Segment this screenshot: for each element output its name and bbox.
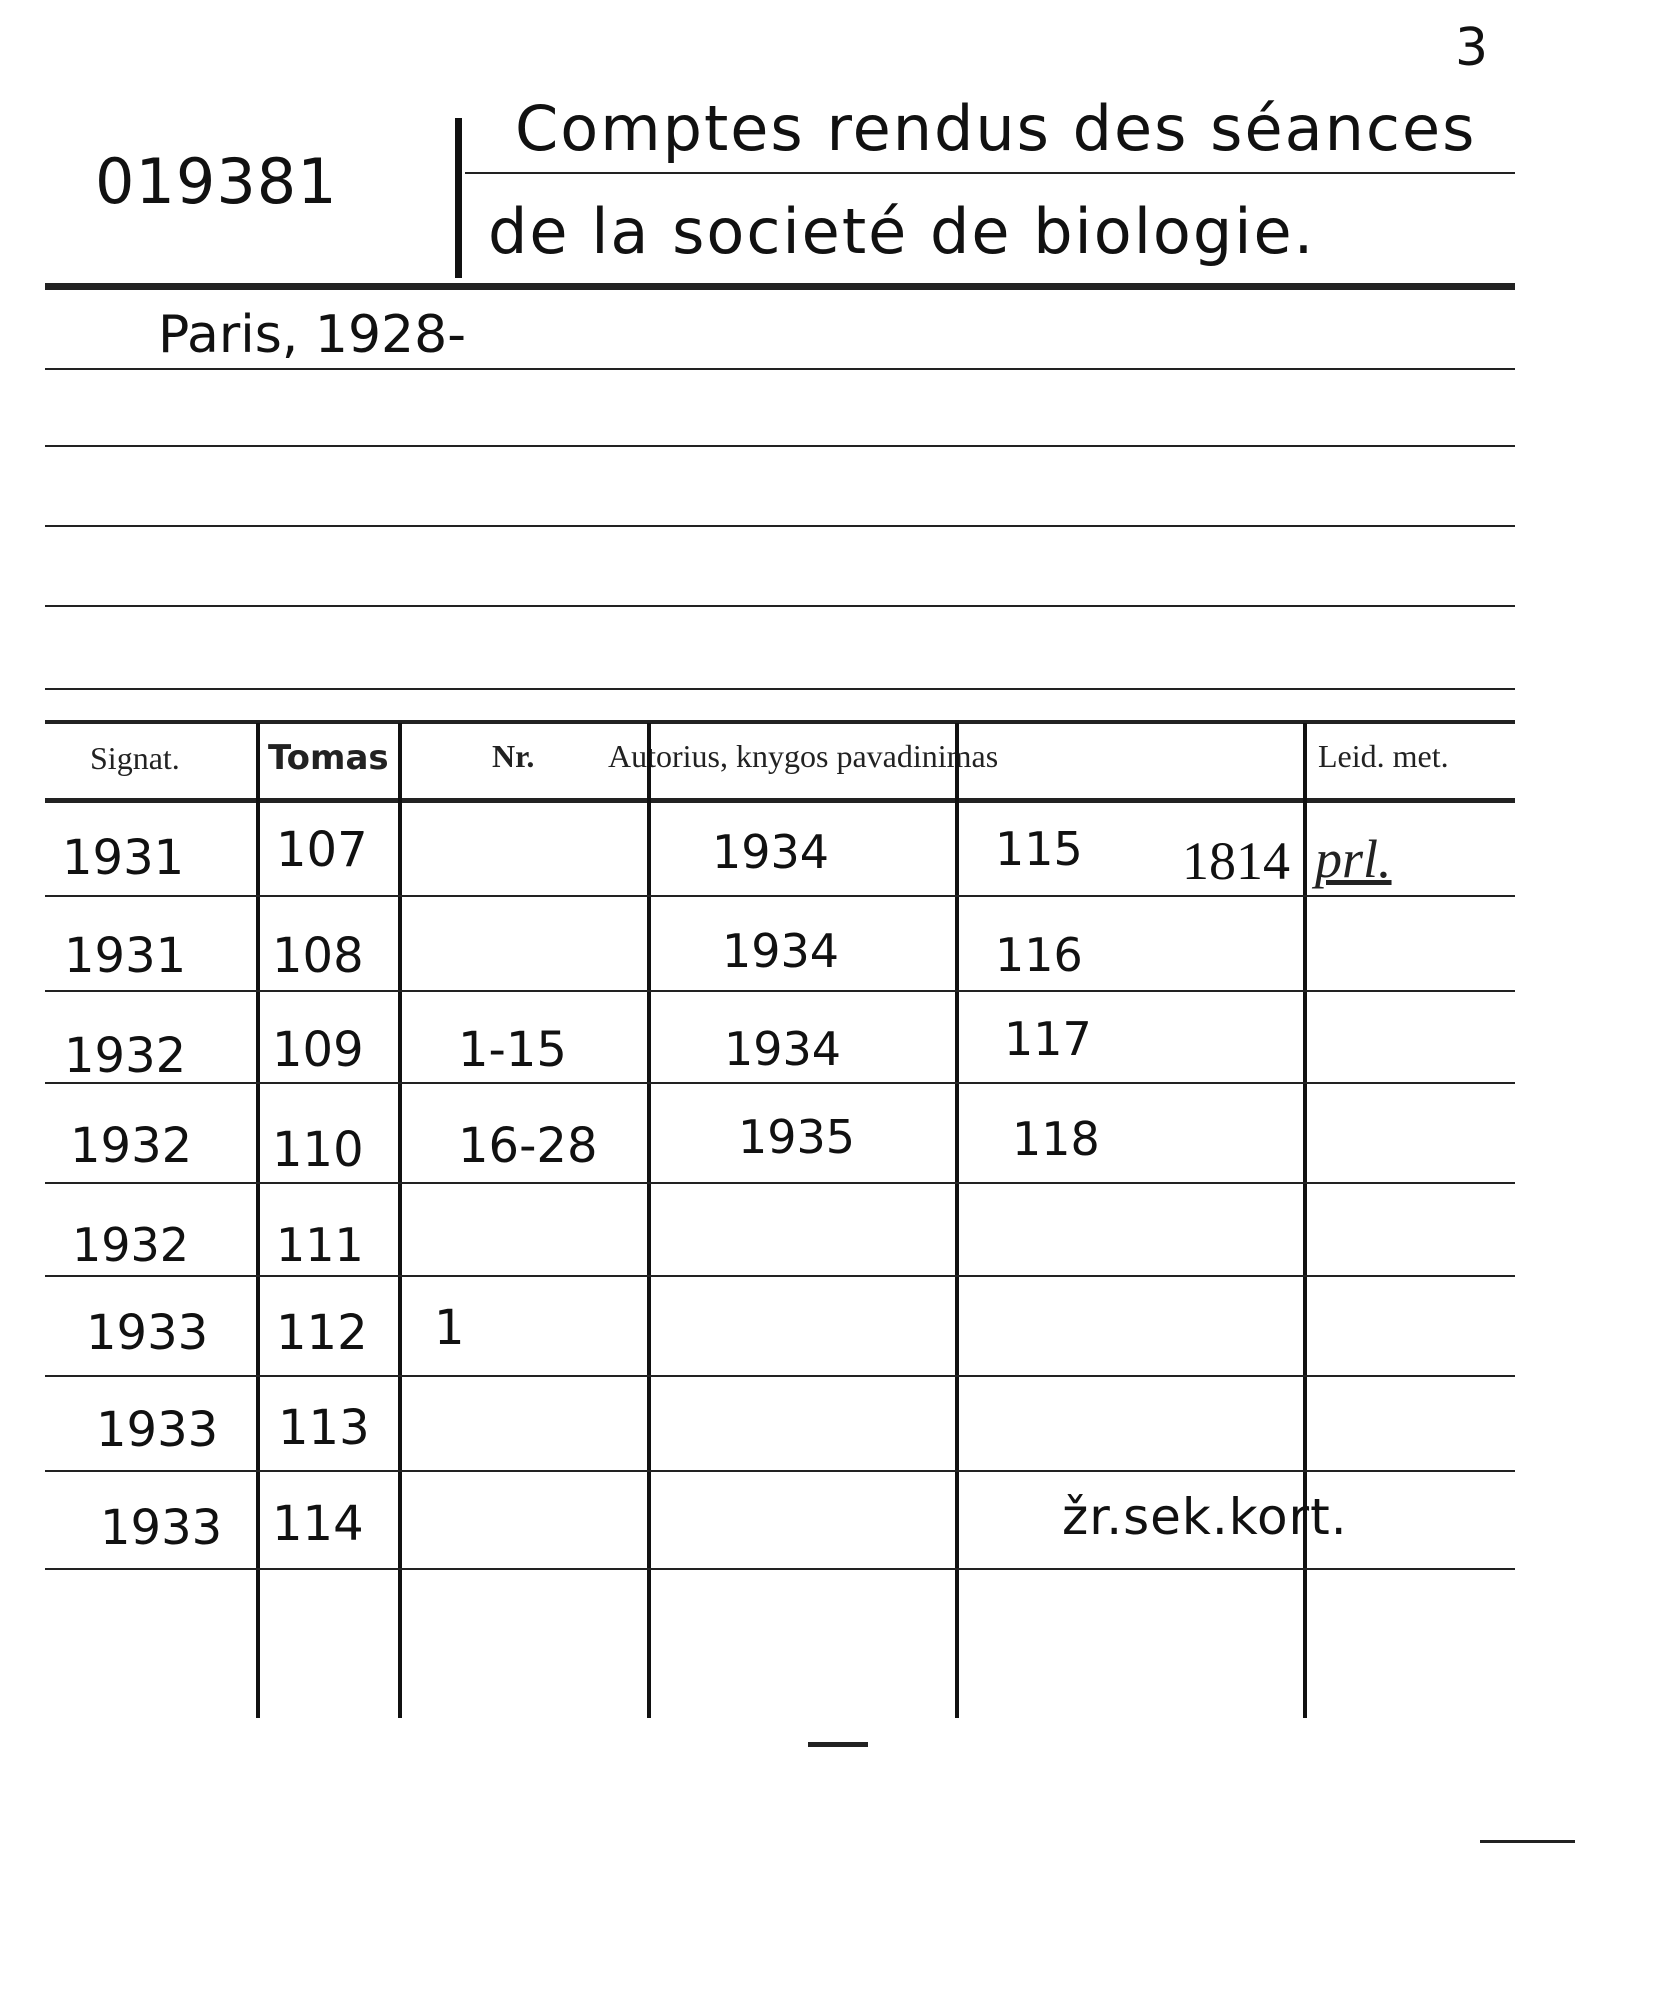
row-tomas: 111 <box>276 1218 364 1272</box>
row-tomas-right: 116 <box>995 928 1083 982</box>
row-tomas: 109 <box>272 1022 364 1078</box>
row-year: 1933 <box>86 1305 209 1361</box>
imprint: Paris, 1928- <box>158 305 466 365</box>
row-rule <box>45 1275 1515 1277</box>
title-line-2: de la societé de biologie. <box>488 195 1316 268</box>
ruled-line <box>45 605 1515 607</box>
table-header-rule <box>45 798 1515 803</box>
title-rule-1 <box>465 172 1515 174</box>
row-rule <box>45 1470 1515 1472</box>
header-thick-rule <box>45 283 1515 290</box>
row-year: 1932 <box>70 1118 193 1174</box>
row-year: 1933 <box>96 1402 219 1458</box>
row-tomas: 114 <box>272 1496 364 1552</box>
row-tomas-right: 118 <box>1012 1112 1100 1166</box>
row-year: 1933 <box>100 1500 223 1556</box>
row-year: 1932 <box>72 1218 190 1272</box>
row-rule <box>45 990 1515 992</box>
title-divider <box>455 118 462 278</box>
stray-mark <box>1480 1840 1575 1843</box>
corner-number: 3 <box>1455 18 1489 78</box>
row-rule <box>45 1568 1515 1570</box>
row-year: 1932 <box>64 1028 187 1084</box>
ruled-line <box>45 445 1515 447</box>
row-tomas: 107 <box>276 822 368 878</box>
catalog-id: 019381 <box>95 145 338 218</box>
note-see-other-card: žr.sek.kort. <box>1062 1488 1348 1546</box>
ruled-line <box>45 688 1515 690</box>
header-signat: Signat. <box>90 740 180 776</box>
note-prl: prl. <box>1315 829 1392 889</box>
title-line-1: Comptes rendus des séances <box>515 92 1477 165</box>
row-tomas-right: 115 <box>995 822 1083 876</box>
row-rule <box>45 895 1515 897</box>
header-nr: Nr. <box>492 738 535 774</box>
row-year: 1931 <box>64 928 187 984</box>
row-year-right: 1934 <box>712 825 830 879</box>
note-page-count: 1814 <box>1182 831 1290 891</box>
row-rule <box>45 1082 1515 1084</box>
row-year-right: 1934 <box>722 924 840 978</box>
stray-mark <box>808 1742 868 1747</box>
table-top-rule <box>45 720 1515 724</box>
row-tomas: 108 <box>272 928 364 984</box>
row-rule <box>45 1375 1515 1377</box>
row-tomas: 112 <box>276 1305 368 1361</box>
row-tomas-right: 117 <box>1004 1012 1092 1066</box>
row-rule <box>45 1182 1515 1184</box>
ruled-line <box>45 525 1515 527</box>
row-year-right: 1935 <box>738 1110 856 1164</box>
row-year-right: 1934 <box>724 1022 842 1076</box>
row-year: 1931 <box>62 830 185 886</box>
ruled-line <box>45 368 1515 370</box>
row-nr: 1-15 <box>458 1022 567 1078</box>
header-autorius: Autorius, knygos pavadinimas <box>608 738 999 774</box>
row-nr: 1 <box>434 1300 465 1356</box>
header-tomas: Tomas <box>268 738 389 778</box>
row-nr: 16-28 <box>458 1118 598 1174</box>
row-tomas: 110 <box>272 1122 364 1178</box>
row-tomas: 113 <box>278 1400 370 1456</box>
header-leid-met: Leid. met. <box>1318 738 1449 774</box>
